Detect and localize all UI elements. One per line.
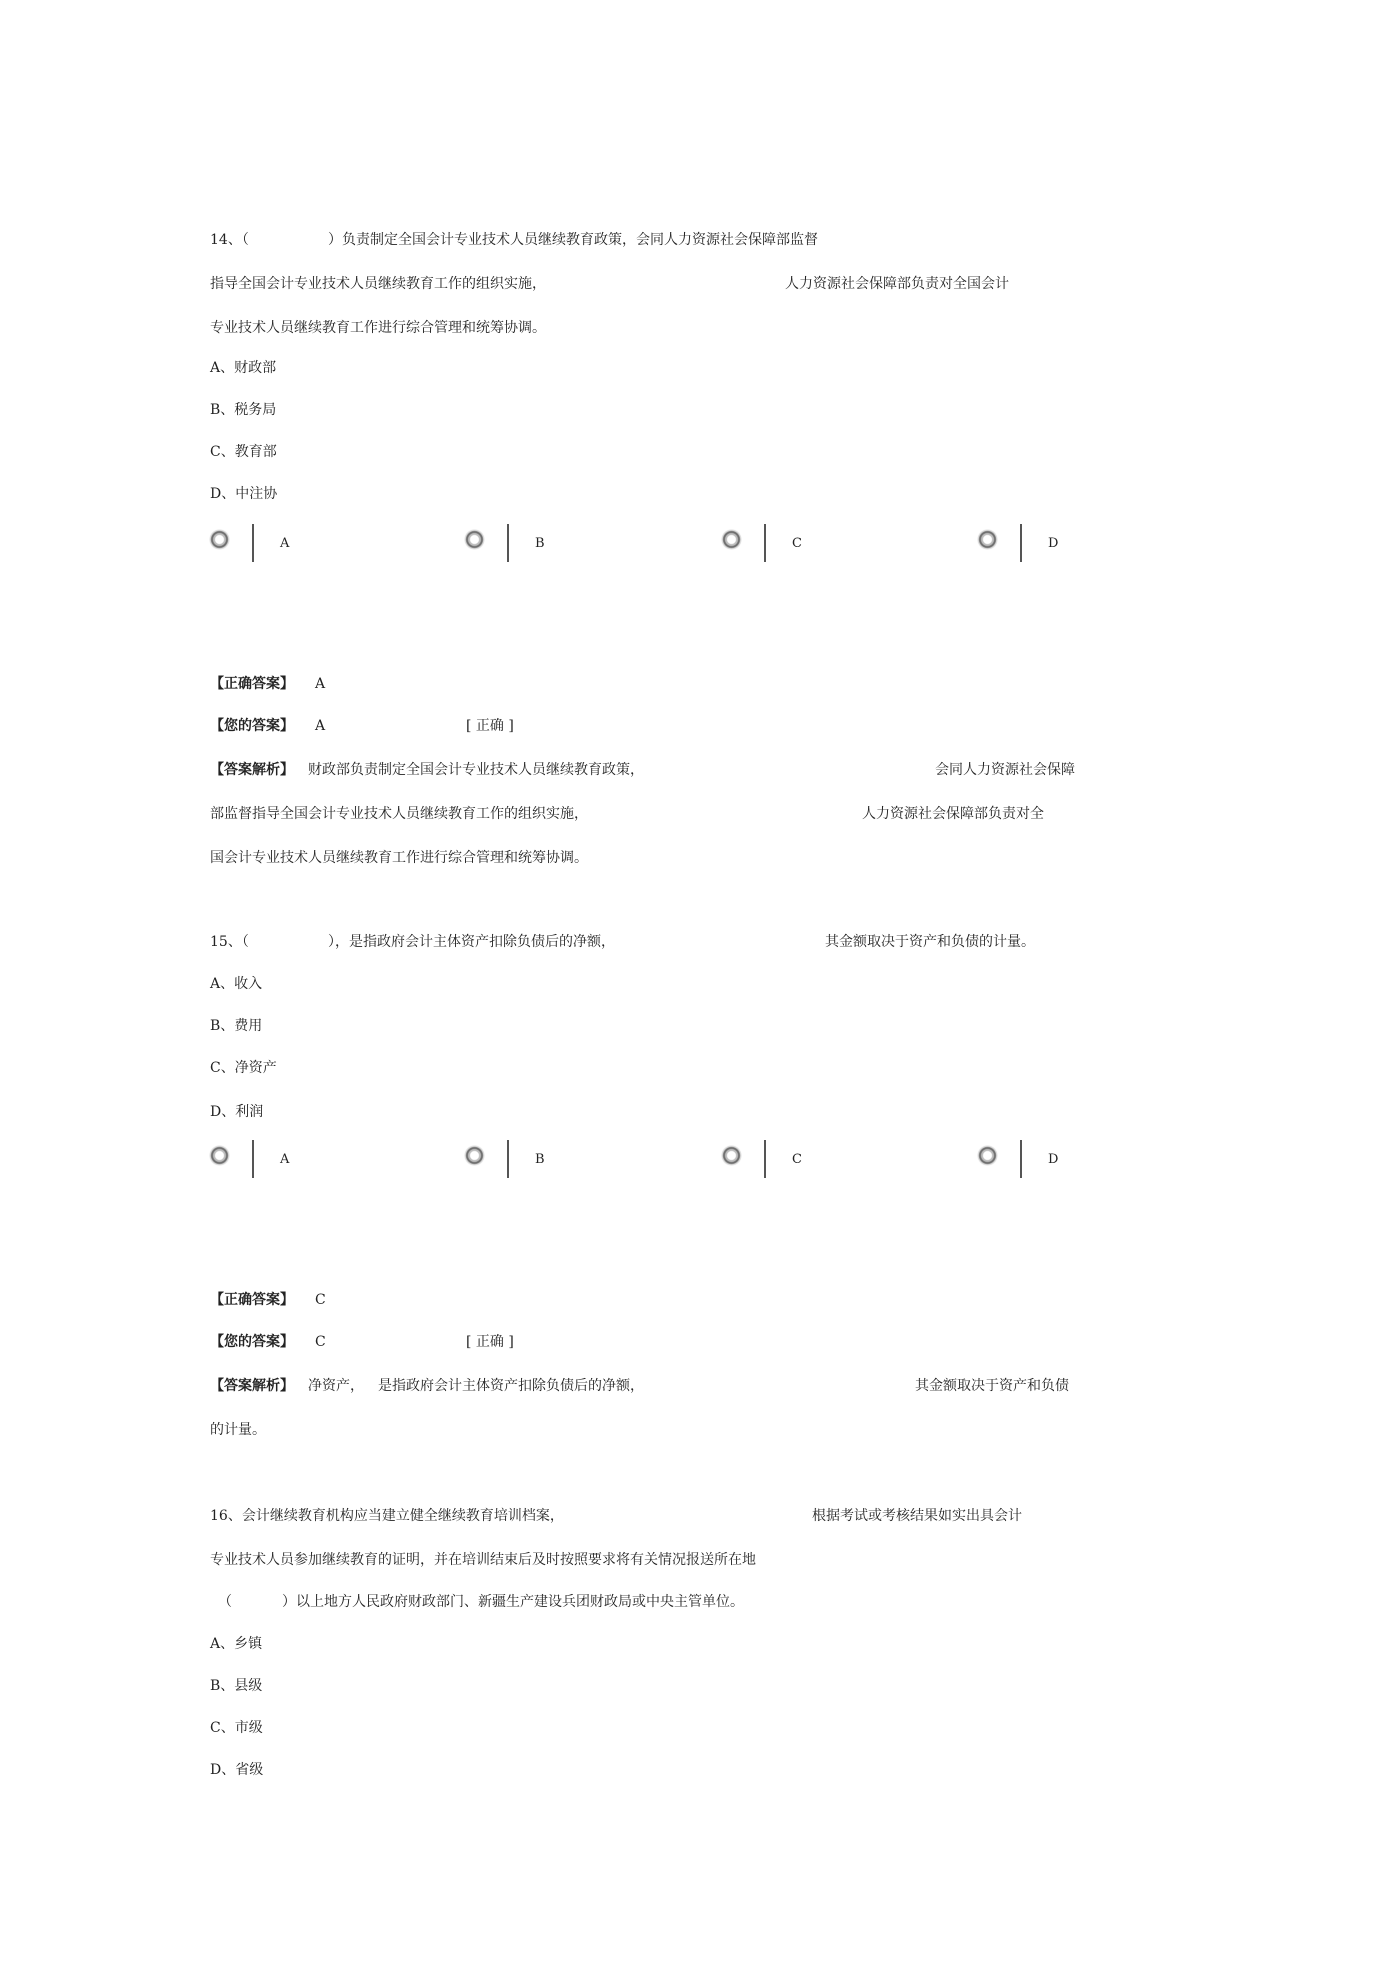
choice-label: B [535, 536, 545, 551]
q15-option-c: C、净资产 [210, 1060, 277, 1076]
q15-your-answer-label: 【您的答案】 [210, 1334, 294, 1350]
radio-button-icon[interactable] [465, 530, 484, 549]
q15-analysis-line1-end: 其金额取决于资产和负债 [915, 1378, 1069, 1394]
choice-label: D [1048, 1152, 1059, 1167]
radio-button-icon[interactable] [978, 1146, 997, 1165]
divider [1020, 1140, 1022, 1178]
choice-label: B [535, 1152, 545, 1167]
divider [764, 524, 766, 562]
q15-stem-line1-mid: ），是指政府会计主体资产扣除负债后的净额， [328, 934, 615, 950]
q14-your-answer-label: 【您的答案】 [210, 718, 294, 734]
q14-your-answer-value: A [315, 718, 326, 734]
q14-option-a: A、财政部 [210, 360, 277, 376]
q15-stem-line1-start: 15、（ [210, 934, 249, 950]
q14-option-c: C、教育部 [210, 444, 277, 460]
q14-analysis-line2-end: 人力资源社会保障部负责对全 [862, 806, 1044, 822]
q14-stem-line2-start: 指导全国会计专业技术人员继续教育工作的组织实施， [210, 276, 546, 292]
choice-label: C [792, 1152, 802, 1167]
divider [252, 1140, 254, 1178]
q14-option-b: B、税务局 [210, 402, 277, 418]
q15-analysis-line2: 的计量。 [210, 1422, 266, 1438]
q15-option-a: A、收入 [210, 976, 263, 992]
divider [252, 524, 254, 562]
divider [507, 524, 509, 562]
q14-analysis-line1-start: 财政部负责制定全国会计专业技术人员继续教育政策， [308, 762, 644, 778]
q16-stem-line3-start: （ [218, 1594, 232, 1610]
choice-label: D [1048, 536, 1059, 551]
q15-analysis-line1-start: 净资产， [308, 1378, 364, 1394]
q15-analysis-line1-mid: 是指政府会计主体资产扣除负债后的净额， [378, 1378, 644, 1394]
q15-option-d: D、利润 [210, 1104, 264, 1120]
q14-status-badge: [ 正确 ] [466, 718, 514, 734]
q16-stem-line3-end: ）以上地方人民政府财政部门、新疆生产建设兵团财政局或中央主管单位。 [282, 1594, 744, 1610]
q14-stem-line2-end: 人力资源社会保障部负责对全国会计 [785, 276, 1009, 292]
q14-correct-answer-label: 【正确答案】 [210, 676, 294, 692]
q14-analysis-label: 【答案解析】 [210, 762, 294, 778]
q16-option-d: D、省级 [210, 1762, 264, 1778]
q15-correct-answer-label: 【正确答案】 [210, 1292, 294, 1308]
q15-analysis-label: 【答案解析】 [210, 1378, 294, 1394]
q15-stem-line1-end: 其金额取决于资产和负债的计量。 [825, 934, 1035, 950]
q14-answer-choices [210, 524, 1110, 564]
q14-analysis-line2-start: 部监督指导全国会计专业技术人员继续教育工作的组织实施， [210, 806, 588, 822]
q16-option-b: B、县级 [210, 1678, 263, 1694]
q16-option-a: A、乡镇 [210, 1636, 263, 1652]
q14-analysis-line1-end: 会同人力资源社会保障 [935, 762, 1075, 778]
q15-status-badge: [ 正确 ] [466, 1334, 514, 1350]
q14-analysis-line3: 国会计专业技术人员继续教育工作进行综合管理和统筹协调。 [210, 850, 588, 866]
radio-button-icon[interactable] [978, 530, 997, 549]
divider [1020, 524, 1022, 562]
choice-label: C [792, 536, 802, 551]
radio-button-icon[interactable] [722, 530, 741, 549]
q15-your-answer-value: C [315, 1334, 326, 1350]
divider [507, 1140, 509, 1178]
choice-label: A [280, 536, 290, 551]
q14-stem-line1-start: 14、（ [210, 232, 249, 248]
q16-stem-line1-end: 根据考试或考核结果如实出具会计 [812, 1508, 1022, 1524]
choice-label: A [280, 1152, 290, 1167]
q15-correct-answer-value: C [315, 1292, 326, 1308]
q15-option-b: B、费用 [210, 1018, 263, 1034]
q14-stem-line3: 专业技术人员继续教育工作进行综合管理和统筹协调。 [210, 320, 546, 336]
radio-button-icon[interactable] [210, 530, 229, 549]
q16-option-c: C、市级 [210, 1720, 263, 1736]
radio-button-icon[interactable] [210, 1146, 229, 1165]
q14-correct-answer-value: A [315, 676, 326, 692]
radio-button-icon[interactable] [465, 1146, 484, 1165]
q15-answer-choices [210, 1140, 1110, 1180]
q14-option-d: D、中注协 [210, 486, 278, 502]
radio-button-icon[interactable] [722, 1146, 741, 1165]
q14-stem-line1-end: ）负责制定全国会计专业技术人员继续教育政策，会同人力资源社会保障部监督 [328, 232, 818, 248]
divider [764, 1140, 766, 1178]
q16-stem-line1-start: 16、会计继续教育机构应当建立健全继续教育培训档案， [210, 1508, 564, 1524]
q16-stem-line2: 专业技术人员参加继续教育的证明，并在培训结束后及时按照要求将有关情况报送所在地 [210, 1552, 756, 1568]
